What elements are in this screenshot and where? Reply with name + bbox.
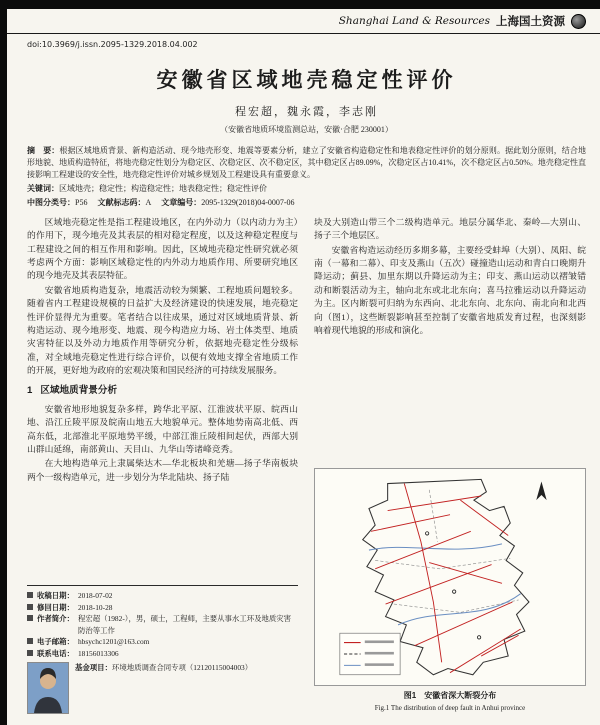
figure-caption-chinese: 图1 安徽省深大断裂分布 [403, 691, 497, 701]
received-date-line [27, 590, 298, 601]
clc-value: P56 [75, 198, 88, 207]
revised-value: 2018-10-28 [77, 602, 113, 612]
fund-row [27, 662, 298, 714]
keywords-line [27, 183, 586, 195]
author-affiliation: （安徽省地质环境监测总站，安徽·合肥 230001） [220, 125, 393, 134]
article-no-value: 2095-1329(2018)04-0007-06 [201, 198, 295, 207]
scan-edge-left [0, 0, 7, 725]
journal-name-chinese: 上海国土资源 [496, 16, 565, 28]
header-rule [7, 33, 600, 34]
article-title: 安徽省区域地壳稳定性评价 [156, 69, 457, 92]
figure-caption-english: Fig.1 The distribution of deep fault in Anhui province [374, 704, 526, 713]
journal-name-english: Shanghai Land & Resources [338, 15, 490, 27]
bio-value: 程宏超（1982-），男，硕士，工程师，主要从事水工环及地质灾害防治等工作 [77, 614, 292, 635]
left-column [27, 216, 298, 714]
section-title: 区域地质背景分析 [40, 385, 118, 397]
abstract-block [27, 145, 586, 209]
paragraph: 块及大别造山带三个二级构造单元。地层分属华北、秦岭—大别山、扬子三个地层区。 [314, 217, 586, 241]
revised-date-line [27, 602, 298, 613]
abstract-label: 摘 要： [27, 146, 60, 155]
abstract-paragraph [27, 145, 586, 181]
clc-label: 中图分类号： [27, 198, 75, 207]
phone-label: 联系电话： [37, 648, 74, 658]
map-frame [314, 468, 586, 686]
page-content [27, 40, 586, 725]
author-names: 程宏超，魏永霞，李志刚 [235, 106, 378, 118]
fund-line [75, 662, 298, 673]
email-label: 电子邮箱： [37, 637, 74, 647]
scan-edge-top [0, 0, 600, 9]
email-value: hbsychc1201@163.com [77, 637, 150, 647]
figure-caption [314, 690, 586, 714]
received-value: 2018-07-02 [77, 591, 113, 601]
journal-header [339, 13, 586, 29]
map-legend [340, 633, 400, 675]
calendar-icon [27, 604, 33, 610]
figure-1 [314, 468, 586, 714]
paragraph: 在大地构造单元上隶属柴达木—华北板块和羌塘—扬子华南板块两个一级构造单元，进一步划分为华北陆块、扬子陆 [27, 458, 298, 482]
author-bio-line [27, 613, 298, 636]
doc-code-label: 文献标志码： [97, 198, 146, 207]
fund-label: 基金项目： [75, 663, 112, 672]
abstract-text: 根据区域地质背景、新构造活动、现今地壳形变、地震等要素分析，建立了安徽省构造稳定性和地表稳定性评价的划分原则。据此划分原则，结合地形地貌、地质构造特征，将地壳稳定性划分为稳定区、次稳定区、次不稳定区，其中稳定区占89.09%，次稳定区占10.41%，次不稳定区占0.50%。地壳稳定性直接影响工程建设的安全性，地壳稳定性评价对城乡规划及工程建设具有重要意义。 [27, 146, 587, 179]
keywords-text: 区域地壳；稳定性；构造稳定性；地表稳定性；稳定性评价 [59, 184, 267, 193]
right-column [314, 216, 586, 714]
journal-logo-icon [571, 14, 586, 29]
mail-icon [27, 638, 33, 644]
paragraph: 安徽省构造运动经历多期多幕，主要经受蚌埠（大别）、凤阳、皖南（一幕和二幕）、印支及燕山（五次）碰撞造山运动和青白口晚期升降运动；蓟县、加里东期以升降运动为主；印支、燕山运动以褶皱错动和断裂活动为主，轴向北东或北北东向；喜马拉雅运动以升降运动为主。区内断裂可归纳为东西向、北北东向、北东向、南北向和北西向（图1），这些断裂影响甚至控制了安徽省地质发育过程，也深刻影响着现代地貌的形成和演化。 [314, 244, 586, 335]
author-icon [27, 615, 33, 621]
doi-line: doi:10.3969/j.issn.2095-1329.2018.04.002 [27, 40, 198, 49]
calendar-icon [27, 592, 33, 598]
author-portrait-graphic [28, 663, 68, 713]
section-heading [27, 384, 298, 399]
doc-code-value: A [145, 198, 152, 207]
email-line [27, 636, 298, 647]
article-no-label: 文章编号： [161, 198, 202, 207]
revised-label: 修回日期： [37, 602, 74, 612]
paragraph: 区域地壳稳定性是指工程建设地区，在内外动力（以内动力为主）的作用下，现今地壳及其表层的相对稳定程度，以及这种稳定程度与工程建设之间的相互作用和影响。因此，区域地壳稳定性研究就必须考虑两个方面：影响区域稳定性的内外动力地质作用、所要研究地区的现今地壳及其表层特征。 [27, 217, 298, 281]
author-photo [27, 662, 69, 714]
phone-icon [27, 650, 33, 656]
footnote-block [27, 585, 298, 714]
section-number: 1 [27, 385, 33, 397]
bio-label: 作者简介： [37, 614, 74, 624]
paragraph: 安徽省地形地貌复杂多样，跨华北平原、江淮波状平原、皖西山地、沿江丘陵平原及皖南山地五大地貌单元。整体地势南高北低、西高东低，北部淮北平原地势平缓，中部江淮丘陵相间起伏，西部大别山群山延绵，南部黄山、天目山、九华山等诸峰竞秀。 [27, 403, 298, 454]
keywords-label: 关键词： [27, 184, 59, 193]
fund-value: 环境地质调查合同专项（12120115004003） [111, 663, 253, 672]
two-column-body [27, 216, 586, 714]
phone-value: 18156013306 [77, 648, 119, 658]
meta-line [27, 197, 586, 209]
received-label: 收稿日期： [37, 591, 74, 601]
paragraph: 安徽省地质构造复杂，地震活动较为频繁、工程地质问题较多。随着省内工程建设规模的日益扩大及经济建设的快速发展，地壳稳定性评价显得尤为重要。笔者结合以往成果，通过对区域地质背景、新构造运动、现今地形变、地震、现今构造应力场、岩土体类型、地质灾害特征以及外动力地质作用等研究分析，依据地壳稳定性分级标准，对全域地壳稳定性进行综合评价，以便有效地支撑全省地质工作的开展，更好地为政府的宏观决策和国民经济的可持续发展服务。 [27, 284, 298, 375]
phone-line [27, 648, 298, 659]
anhui-fault-map [315, 469, 585, 681]
